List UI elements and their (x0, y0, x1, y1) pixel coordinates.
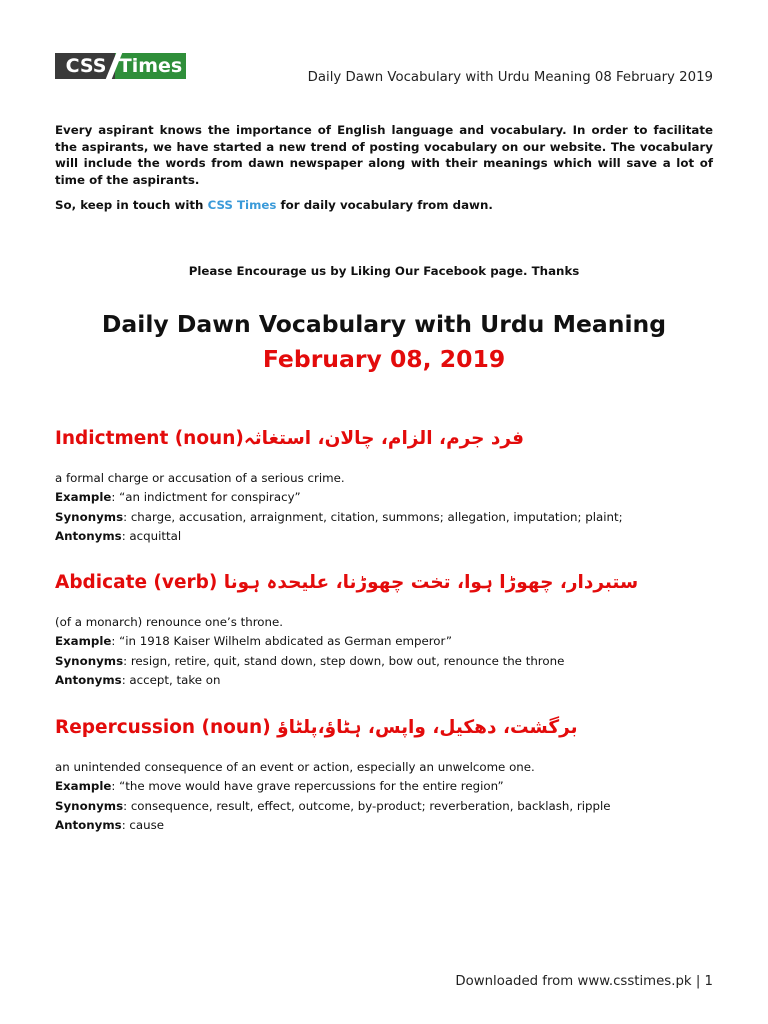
synonyms-label: Synonyms (55, 798, 124, 813)
synonyms-label: Synonyms (55, 653, 124, 668)
word-heading (55, 717, 735, 738)
word-urdu-meaning: برگشت، دھکیل، واپس، ہٹاؤ،پلٹاؤ (277, 717, 578, 738)
example-label: Example (55, 634, 112, 649)
word-title: Indictment (noun) (55, 428, 244, 449)
word-heading (55, 428, 735, 449)
word-urdu-meaning: فرد جرم، الزام، چالان، استغاثہ (243, 428, 525, 449)
logo-times-text: Times (115, 53, 186, 79)
word-example: Example: “an indictment for conspiracy” (55, 490, 301, 505)
word-definition-block (55, 469, 735, 546)
word-heading (55, 572, 735, 593)
header-title: Daily Dawn Vocabulary with Urdu Meaning 08 February 2019 (307, 70, 713, 85)
synonyms-label: Synonyms (55, 509, 124, 524)
word-title: Repercussion (noun) (55, 717, 271, 738)
footer-download-note: Downloaded from www.csstimes.pk | 1 (455, 974, 713, 989)
word-title: Abdicate (verb) (55, 572, 218, 593)
facebook-encourage-text: Please Encourage us by Liking Our Facebook page. Thanks (188, 264, 580, 278)
word-synonyms: Synonyms: consequence, result, effect, outcome, by-product; reverberation, backlash, ripple (55, 798, 611, 813)
page-date: February 08, 2019 (262, 345, 506, 373)
word-definition-block (55, 613, 735, 690)
word-antonyms: Antonyms: acquittal (55, 528, 182, 543)
word-definition: a formal charge or accusation of a serious crime. (55, 471, 345, 485)
word-example: Example: “in 1918 Kaiser Wilhelm abdicated as German emperor” (55, 634, 452, 649)
word-definition: an unintended consequence of an event or action, especially an unwelcome one. (55, 760, 535, 774)
word-synonyms: Synonyms: resign, retire, quit, stand down, step down, bow out, renounce the throne (55, 653, 565, 668)
example-label: Example (55, 490, 112, 505)
logo-css-text: CSS (55, 53, 117, 79)
word-definition: (of a monarch) renounce one’s throne. (55, 615, 284, 629)
intro-paragraph: Every aspirant knows the importance of English language and vocabulary. In order to facilitate the aspirants, we have started a new trend of posting vocabulary on our website. The vocabulary will include the words from dawn newspaper along with their meanings which will save a lot of time of the aspirants. (55, 123, 713, 187)
word-urdu-meaning: ستبردار، چھوڑا ہوا، تخت چھوڑنا، علیحدہ ہونا (223, 572, 639, 593)
word-antonyms: Antonyms: accept, take on (55, 672, 221, 687)
antonyms-label: Antonyms (55, 817, 122, 832)
css-times-link[interactable]: CSS Times (207, 198, 277, 212)
page-title: Daily Dawn Vocabulary with Urdu Meaning (101, 310, 667, 338)
csstimes-logo (55, 53, 186, 79)
example-label: Example (55, 779, 112, 794)
word-antonyms: Antonyms: cause (55, 817, 165, 832)
antonyms-label: Antonyms (55, 672, 122, 687)
word-synonyms: Synonyms: charge, accusation, arraignment, citation, summons; allegation, imputation; plaint; (55, 509, 623, 524)
intro-follow-after: for daily vocabulary from dawn. (276, 198, 493, 212)
intro-follow-line (55, 198, 493, 212)
word-definition-block (55, 758, 735, 835)
word-example: Example: “the move would have grave repercussions for the entire region” (55, 779, 504, 794)
antonyms-label: Antonyms (55, 528, 122, 543)
intro-follow-before: So, keep in touch with (55, 198, 208, 212)
